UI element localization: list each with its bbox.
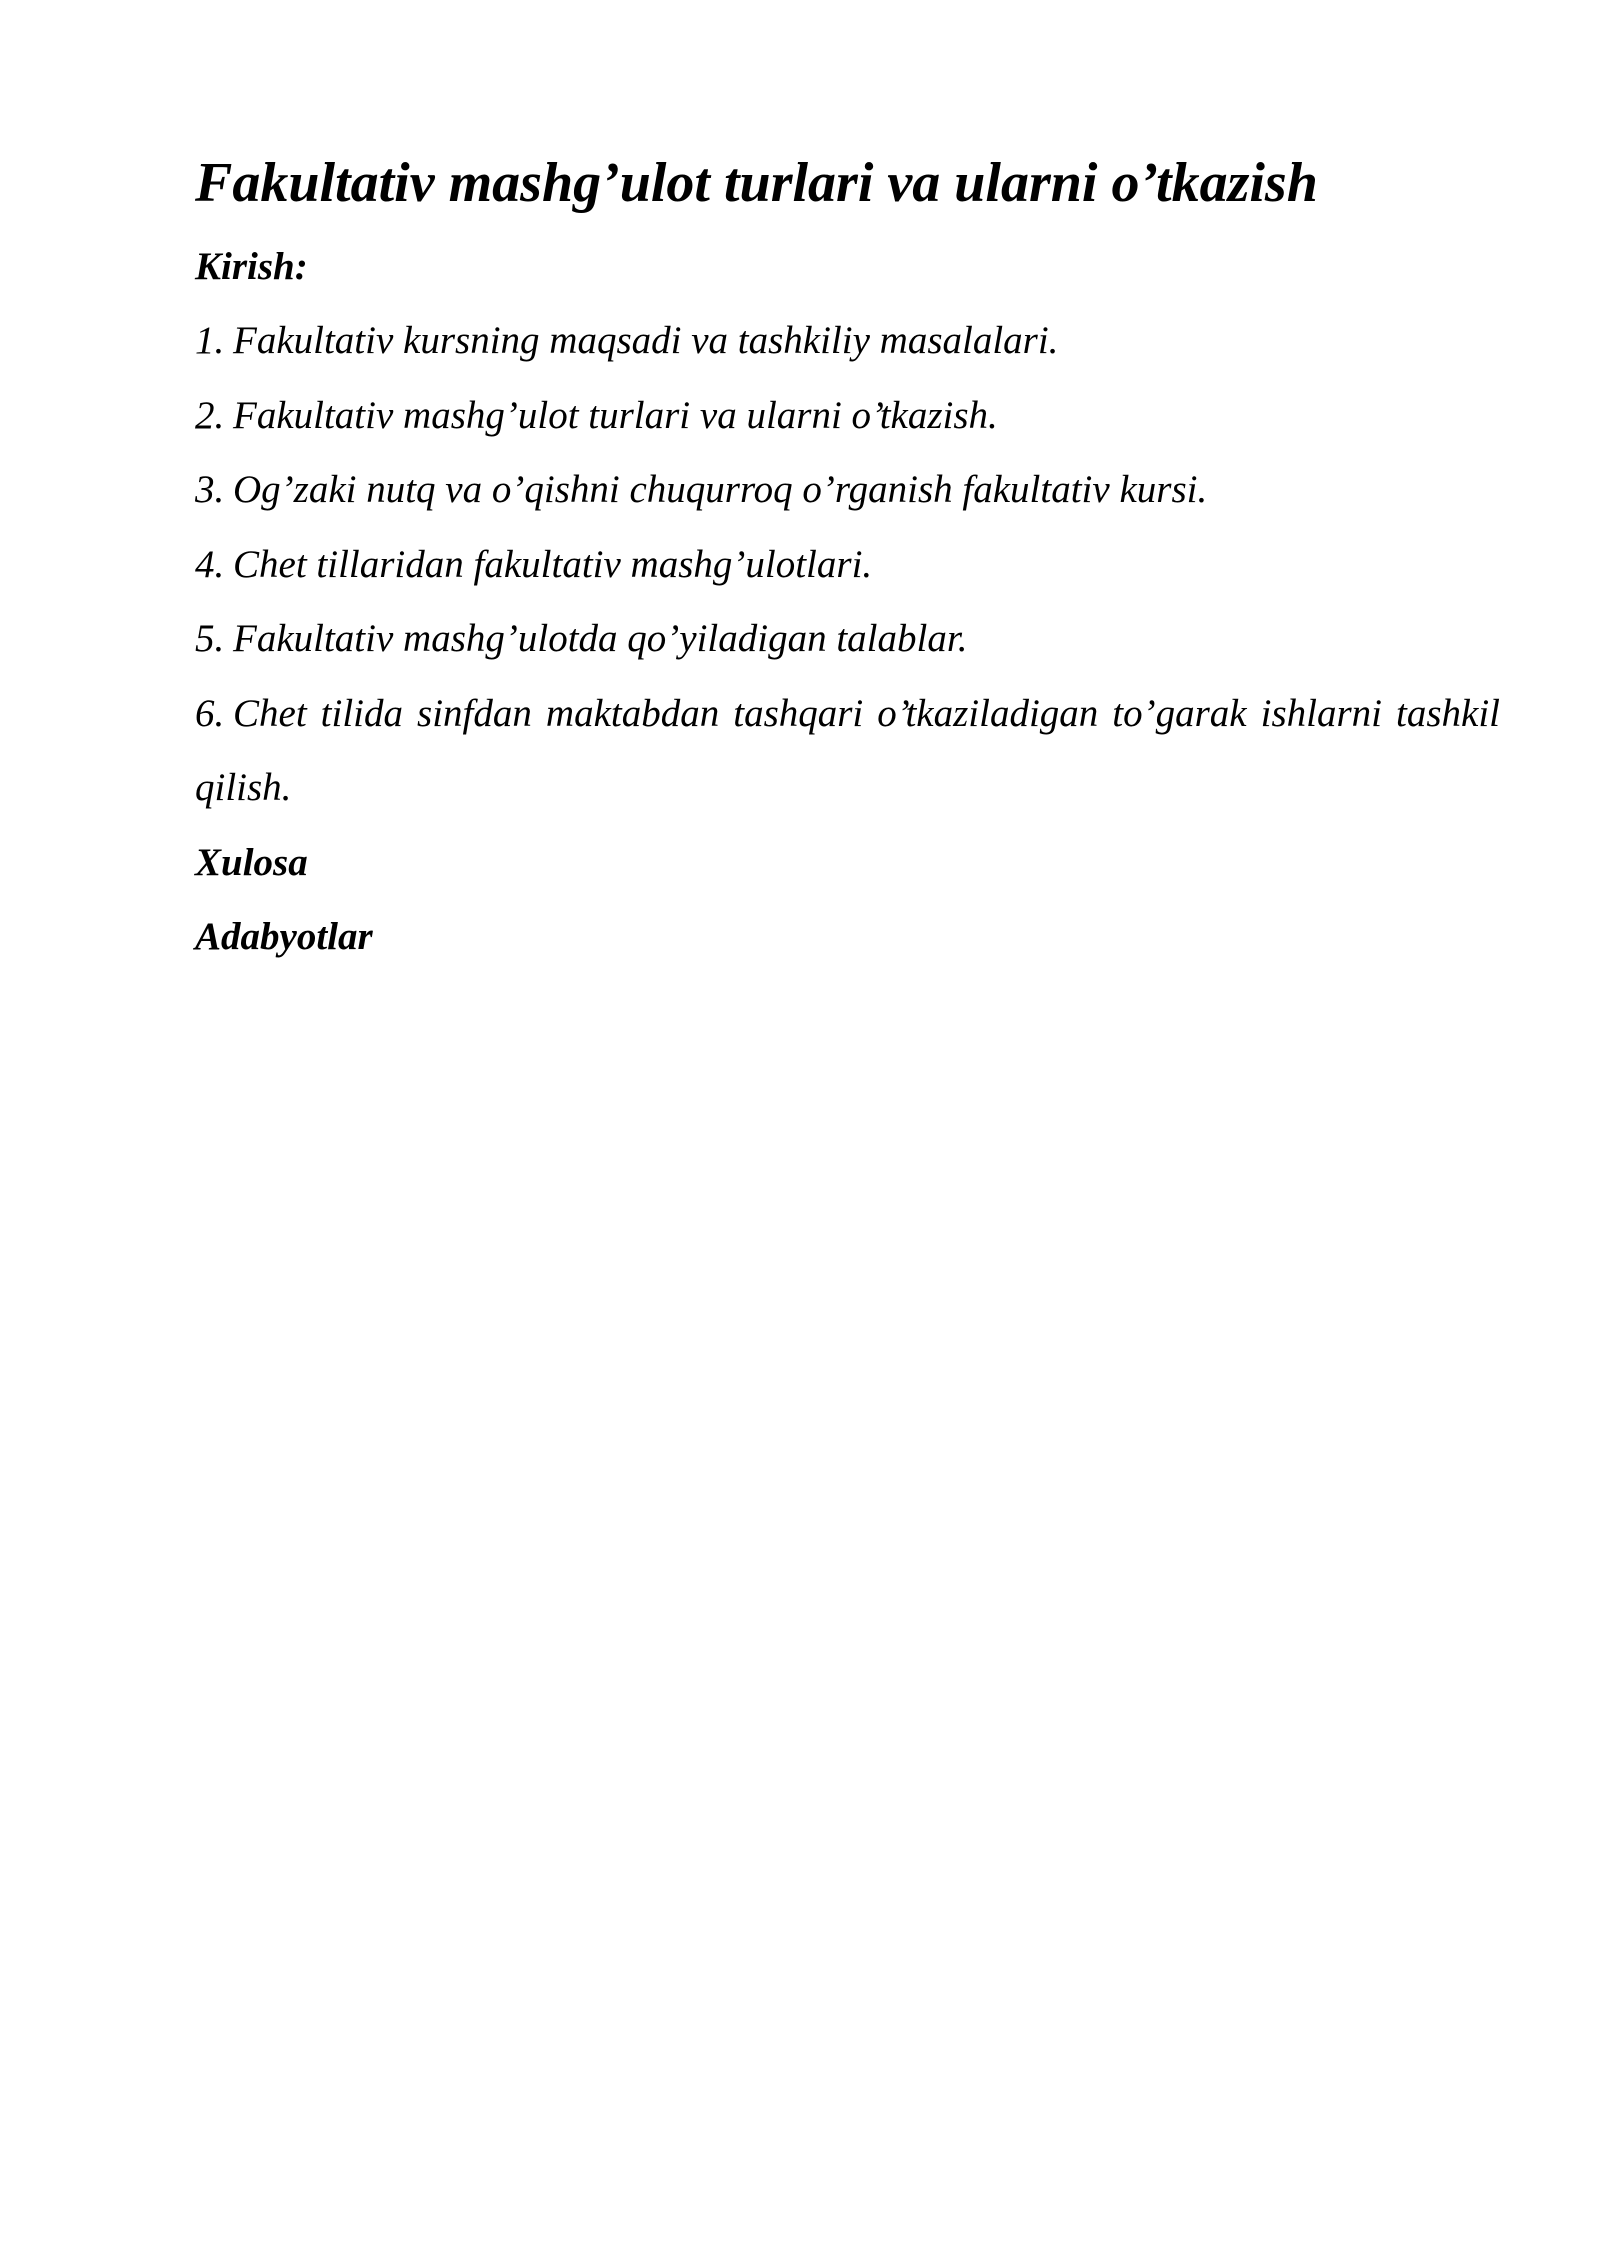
list-item-number: 3.: [195, 468, 225, 511]
references-heading: Adabyotlar: [195, 914, 373, 958]
list-item: [195, 528, 1500, 603]
list-item: [195, 602, 1500, 677]
list-item: [195, 379, 1500, 454]
document-page: [195, 148, 1500, 974]
list-item: [195, 677, 1500, 826]
intro-heading: Kirish:: [195, 245, 308, 288]
list-item-number: 5.: [195, 617, 225, 660]
list-item-number: 1.: [195, 319, 225, 362]
list-item-number: 4.: [195, 542, 225, 586]
list-item: [195, 304, 1500, 379]
contents-list: [195, 304, 1500, 826]
list-item-text: Chet tilida sinfdan maktabdan tashqari o’tkaziladigan to’garak ishlarni tashkil qilish.: [195, 691, 1500, 809]
list-item-text: Og’zaki nutq va o’qishni chuqurroq o’rganish fakultativ kursi.: [233, 468, 1208, 511]
list-item-number: 6.: [195, 691, 225, 735]
list-item-text: Chet tillaridan fakultativ mashg’ulotlari.: [233, 542, 873, 586]
list-item: [195, 453, 1500, 528]
conclusion-heading: Xulosa: [195, 840, 308, 884]
list-item-text: Fakultativ mashg’ulot turlari va ularni o’tkazish.: [233, 393, 998, 437]
list-item-text: Fakultativ kursning maqsadi va tashkiliy masalalari.: [233, 319, 1059, 362]
document-title: Fakultativ mashg’ulot turlari va ularni o’tkazish: [195, 152, 1318, 214]
list-item-text: Fakultativ mashg’ulotda qo’yiladigan talablar.: [233, 617, 968, 660]
list-item-number: 2.: [195, 393, 225, 437]
